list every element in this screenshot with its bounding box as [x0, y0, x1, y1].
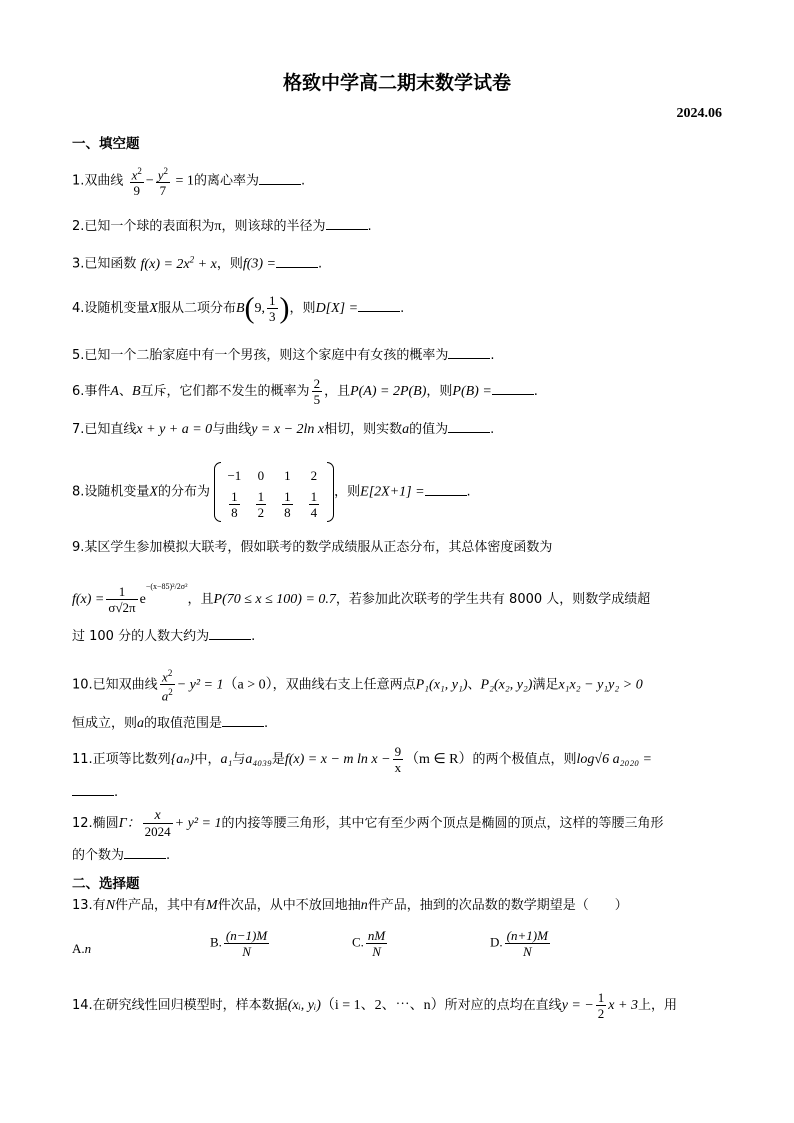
question-7 — [72, 419, 722, 441]
q9-post: ，且 — [187, 592, 214, 607]
q13-option-b-num: (n−1)M — [225, 928, 268, 943]
q4-frac: $\frac{1}{3}$ — [269, 293, 276, 324]
q13-option-d[interactable] — [490, 928, 552, 959]
q13-option-a-label: A. — [72, 941, 85, 956]
q11-text: 11.正项等比数列 — [72, 752, 171, 767]
q11-log: log√6 a₂₀₂₀ = — [576, 752, 653, 767]
q9-exponent: −(x−85)²/2σ² — [145, 582, 188, 591]
q1-number: 1. — [72, 173, 85, 189]
q11-den: x — [394, 760, 402, 775]
q10-sep: 、 — [467, 677, 481, 693]
q9-end: . — [251, 629, 256, 644]
q10-mid: ，双曲线右支上任意两点 — [272, 677, 416, 693]
q8-x-0: −1 — [227, 467, 242, 483]
q14-frac — [596, 990, 607, 1021]
q8-x-3: 2 — [310, 467, 318, 483]
q10-ineq: x₁x₂ − y₁y₂ > 0 — [558, 677, 643, 693]
q11-a1: a₁ — [220, 752, 233, 767]
q10-p2: P₂(x₂, y₂) — [480, 677, 533, 693]
q6-event-a: A — [110, 384, 119, 399]
question-3 — [72, 248, 722, 276]
q10-end: . — [264, 716, 269, 731]
q4-post: ，则 — [289, 301, 316, 316]
q8-p-3-num: 1 — [310, 488, 318, 504]
q8-end: . — [466, 484, 471, 500]
question-1: 1.双曲线 $\frac{x^2}{9}$ − $\frac{y^2}{7}$ = 1的离心率为 . — [72, 166, 306, 199]
question-9-line-3 — [72, 626, 722, 648]
q8-post: ，则 — [334, 484, 361, 500]
q11-post: 的两个极值点，则 — [472, 752, 577, 767]
q13-post: 件产品，抽到的次品数的数学期望是（ ） — [367, 898, 628, 913]
question-4: 4.设随机变量X服从二项分布B(9, $\frac{1}{3}$ )，则D[X] = . — [72, 291, 405, 325]
q14-den: 2 — [597, 1006, 605, 1021]
q2-answer-blank[interactable] — [326, 217, 368, 230]
q11-cond: （m ∈ R） — [405, 752, 473, 767]
q13-option-a-value: n — [84, 941, 92, 956]
question-13 — [72, 895, 722, 917]
q10-cond: （a > 0） — [223, 677, 273, 693]
q11-answer-blank[interactable] — [72, 783, 114, 796]
q12-answer-blank[interactable] — [124, 846, 166, 859]
q14-line2: x + 3 — [608, 998, 638, 1013]
q8-p-3-den: 4 — [310, 504, 318, 520]
q9-fx: f(x) = — [72, 592, 105, 607]
q13-option-c[interactable] — [352, 928, 389, 959]
q9-prob: P(70 ≤ x ≤ 100) = 0.7 — [213, 592, 336, 607]
q14-data: (xᵢ, yᵢ) — [287, 998, 321, 1013]
q5-answer-blank[interactable] — [448, 346, 490, 359]
question-12-line-2 — [72, 845, 722, 867]
q6-mid: 互斥，它们都不发生的概率为 — [140, 384, 310, 399]
q12-gamma: Γ： — [118, 816, 141, 831]
q13-text: 13.有 — [72, 898, 106, 913]
q13-option-c-label: C. — [352, 934, 364, 950]
q9-text: 9.某区学生参加模拟大联考，假如联考的数学成绩服从正态分布，其总体密度函数为 — [72, 540, 553, 555]
q13-option-c-den: N — [372, 944, 381, 959]
q11-mid: 中， — [194, 752, 221, 767]
q3-end: . — [318, 256, 323, 272]
q8-p-0-den: 8 — [231, 504, 238, 520]
question-6 — [72, 376, 722, 407]
q2-pi: π — [214, 219, 222, 234]
q3-expr: f(3) = — [242, 256, 276, 272]
question-11-line-1 — [72, 744, 722, 775]
q7-answer-blank[interactable] — [448, 420, 490, 433]
q8-p-1-num: 1 — [257, 488, 265, 504]
q9-line3: 过 100 分的人数大约为 — [72, 629, 210, 644]
q11-frac — [393, 744, 404, 775]
q8-text: 8.设随机变量 — [72, 484, 150, 500]
q13-n: n — [360, 898, 368, 913]
q8-x-1: 0 — [257, 467, 265, 483]
q13-option-c-num: nM — [367, 928, 386, 943]
q14-range: （i = 1、2、⋯、n） — [320, 998, 445, 1013]
q13-option-d-den: N — [522, 944, 532, 959]
q13-option-d-num: (n+1)M — [506, 928, 548, 943]
q6-text: 6.事件 — [72, 384, 111, 399]
q11-is: 是 — [271, 752, 285, 767]
q6-answer-blank[interactable] — [492, 382, 534, 395]
q12-frac — [143, 808, 173, 839]
q7-end: . — [490, 422, 495, 437]
q6-event-b: B — [131, 384, 141, 399]
q8-x-2: 1 — [284, 467, 291, 483]
q11-num: 9 — [394, 744, 402, 759]
q2-post: ，则该球的半径为 — [221, 219, 326, 234]
q6-frac: $\frac{2}{5}$ — [313, 376, 321, 407]
q11-seq: {aₙ} — [170, 752, 195, 767]
q8-p-1-den: 2 — [257, 504, 265, 520]
q11-end: . — [114, 785, 119, 800]
q3-post: ，则 — [216, 256, 243, 272]
q13-N: N — [105, 898, 116, 913]
q12-den: 2024 — [144, 824, 171, 839]
q6-post: ，且 — [324, 384, 351, 399]
q8-expr: E[2X+1] = — [360, 484, 425, 500]
q9-den: σ√2π — [108, 600, 136, 615]
q9-answer-blank[interactable] — [209, 627, 251, 640]
section-fill-in: 一、填空题 — [72, 136, 140, 152]
q1-answer-blank[interactable] — [259, 172, 301, 185]
exam-date: 2024.06 — [676, 106, 722, 121]
q12-eq: + y² = 1 — [174, 816, 222, 831]
q1-post: 的离心率为 — [193, 173, 259, 189]
q7-a: a — [402, 422, 410, 437]
q12-post: 的内接等腰三角形，其中它有至少两个顶点是椭圆的顶点，这样的等腰三角形 — [221, 816, 664, 831]
exam-title: 格致中学高二期末数学试卷 — [282, 72, 511, 94]
question-14 — [72, 990, 722, 1021]
q6-sep: 、 — [118, 384, 132, 399]
q10-frac: $\frac{x^2}{a^2}$ — [161, 668, 173, 704]
q13-option-b-den: N — [242, 944, 251, 959]
q8-var: X — [149, 484, 158, 500]
question-5 — [72, 345, 722, 367]
q6-expr2: P(B) = — [452, 384, 492, 399]
q4-text: 4.设随机变量 — [72, 301, 150, 316]
q13-option-d-label: D. — [490, 934, 503, 950]
q11-and: 与 — [232, 752, 246, 767]
q9-post2: ，若参加此次联考的学生共有 8000 人，则数学成绩超 — [335, 592, 651, 607]
q1-frac-y: $\frac{y^2}{7}$ — [157, 166, 169, 199]
q3-text: 3.已知函数 — [72, 256, 137, 272]
q10-text: 10.已知双曲线 — [72, 677, 158, 693]
q8-p-2-num: 1 — [284, 488, 291, 504]
q8-distribution-matrix — [214, 462, 334, 522]
q10-line2b: 的取值范围是 — [144, 716, 223, 731]
q5-end: . — [490, 348, 495, 363]
q10-answer-blank[interactable] — [222, 714, 264, 727]
q4-var: X — [149, 301, 158, 316]
q4-end: . — [400, 301, 405, 316]
q4-answer-blank[interactable] — [358, 299, 400, 312]
q4-expr: D[X] = — [315, 301, 359, 316]
q1-end: . — [300, 173, 306, 189]
q10-p1: P₁(x₁, y₁) — [415, 677, 468, 693]
q12-line2: 的个数为 — [72, 848, 125, 863]
q14-num: 1 — [597, 990, 605, 1005]
q9-num: 1 — [106, 584, 137, 600]
q2-end: . — [367, 219, 372, 234]
q13-option-a[interactable] — [72, 941, 91, 957]
q4-mid: 服从二项分布 — [157, 301, 236, 316]
question-2 — [72, 216, 722, 238]
q4-dist: B — [235, 301, 245, 316]
q8-mid: 的分布为 — [157, 484, 210, 500]
q7-curve: y = x − 2ln x — [251, 422, 325, 437]
section-choice: 二、选择题 — [72, 876, 140, 892]
q7-post2: 的值为 — [409, 422, 449, 437]
q10-line2: 恒成立，则 — [72, 716, 138, 731]
q7-post: 相切，则实数 — [324, 422, 403, 437]
q12-num: x — [143, 808, 173, 824]
q10-eq: − y² = 1 — [176, 677, 224, 693]
q13-mid2: 件次品，从中不放回地抽 — [217, 898, 361, 913]
question-10-line-2 — [72, 713, 722, 735]
q14-line: y = − — [561, 998, 594, 1013]
q3-answer-blank[interactable] — [276, 255, 318, 268]
q7-mid: 与曲线 — [212, 422, 252, 437]
q10-a: a — [137, 716, 145, 731]
q8-answer-blank[interactable] — [425, 483, 467, 496]
q8-p-0-num: 1 — [231, 488, 238, 504]
q7-line: x + y + a = 0 — [136, 422, 213, 437]
q13-M: M — [206, 898, 218, 913]
q10-post: 满足 — [532, 677, 559, 693]
q8-p-2-den: 8 — [284, 504, 291, 520]
q6-post2: ，则 — [426, 384, 453, 399]
q1-frac-x: $\frac{x^2}{9}$ — [131, 166, 142, 199]
q7-text: 7.已知直线 — [72, 422, 137, 437]
q1-text: 双曲线 — [84, 173, 124, 189]
q12-end: . — [166, 848, 171, 863]
q6-expr: P(A) = 2P(B) — [350, 384, 427, 399]
question-9-line-2: f(x) = $\frac{1}{\sigma√2\pi}$ $e^{-(x-85)^2/2\sigma^2}$，且P(70 ≤ x ≤ 100) = 0.7，若参加此次联考的学生共有 8000 人，则数学成绩超 — [72, 582, 651, 615]
question-11-line-2 — [72, 782, 722, 804]
q3-func: $f(x) = 2x^2 + x$ — [140, 254, 217, 272]
question-10-line-1 — [72, 666, 722, 704]
q13-option-b-label: B. — [210, 934, 222, 950]
question-9-line-1 — [72, 537, 722, 559]
q2-text: 2.已知一个球的表面积为 — [72, 219, 215, 234]
q11-func: f(x) = x − m ln x − — [284, 752, 391, 767]
q13-mid: 件产品，其中有 — [115, 898, 207, 913]
q5-text: 5.已知一个二胎家庭中有一个男孩，则这个家庭中有女孩的概率为 — [72, 348, 449, 363]
q11-a4039: a₄₀₃₉ — [245, 752, 272, 767]
q14-post: 上，用 — [637, 998, 677, 1013]
q9-frac — [106, 584, 137, 615]
q14-mid: 所对应的点均在直线 — [444, 998, 562, 1013]
q6-end: . — [533, 384, 538, 399]
question-12-line-1 — [72, 808, 722, 839]
question-8 — [72, 462, 722, 522]
q13-option-b[interactable] — [210, 928, 271, 959]
q14-text: 14.在研究线性回归模型时，样本数据 — [72, 998, 288, 1013]
q12-text: 12.椭圆 — [72, 816, 119, 831]
